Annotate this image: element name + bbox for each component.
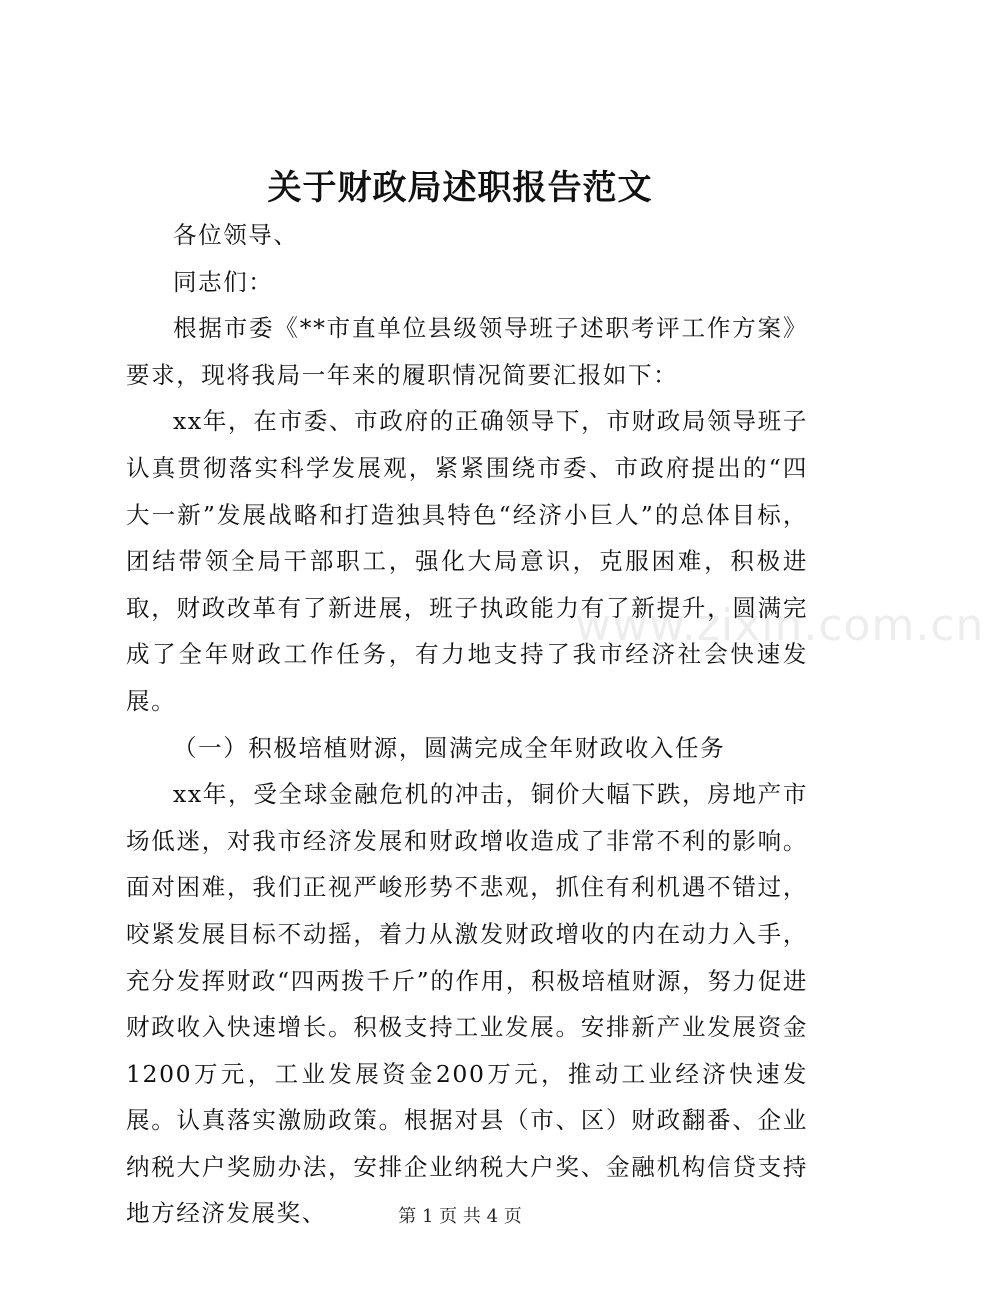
salutation-line-1: 各位领导、 xyxy=(173,221,299,249)
intro-paragraph: 根据市委《**市直单位县级领导班子述职考评工作方案》要求，现将我局一年来的履职情况简要汇报如下： xyxy=(126,314,808,389)
section-paragraph: xx年，受全球金融危机的冲击，铜价大幅下跌，房地产市场低迷，对我市经济发展和财政增收造成了非常不利的影响。面对困难，我们正视严峻形势不悲观，抓住有利机遇不错过，咬紧发展目标不动摇，着力从激发财政增收的内在动力入手，充分发挥财政“四两拨千斤”的作用，积极培植财源，努力促进财政收入快速增长。积极支持工业发展。安排新产业发展资金1200万元，工业发展资金200万元，推动工业经济快速发展。认真落实激励政策。根据对县（市、区）财政翻番、企业纳税大户奖励办法，安排企业纳税大户奖、金融机构信贷支持地方经济发展奖、 xyxy=(126,780,808,1228)
document-title: 关于财政局述职报告范文 xyxy=(267,168,653,208)
page-number-footer: 第 1 页 共 4 页 xyxy=(398,1206,522,1227)
watermark: www.zixin.com.cn xyxy=(575,600,984,651)
section-heading: （一）积极培植财源，圆满完成全年财政收入任务 xyxy=(173,733,726,762)
summary-paragraph: xx年，在市委、市政府的正确领导下，市财政局领导班子认真贯彻落实科学发展观，紧紧围绕市委、市政府提出的“四大一新”发展战略和打造独具特色“经济小巨人”的总体目标，团结带领全局干部职工，强化大局意识，克服困难，积极进取，财政改革有了新进展，班子执政能力有了新提升，圆满完成了全年财政工作任务，有力地支持了我市经济社会快速发展。 xyxy=(126,407,808,715)
salutation-line-2: 同志们： xyxy=(173,267,274,296)
document-body xyxy=(126,212,808,1237)
